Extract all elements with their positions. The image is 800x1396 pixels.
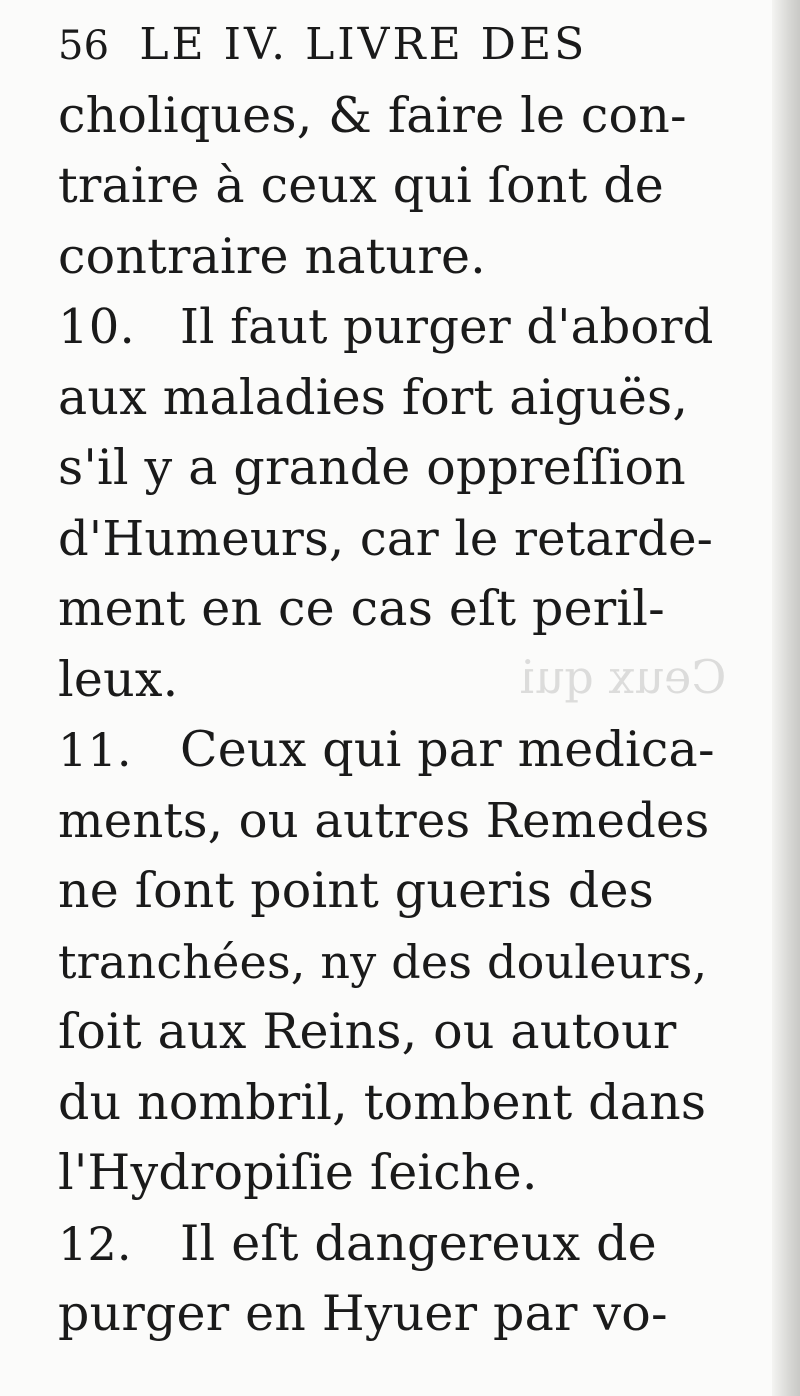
item-number: 10.	[58, 299, 135, 355]
text-line: ne ſont point gueris des	[58, 862, 655, 919]
page-number: 56	[58, 23, 110, 69]
text-line: ment en ce cas eſt peril-	[58, 580, 665, 637]
text-line: ments, ou autres Remedes	[58, 792, 710, 849]
item-number: 11.	[58, 723, 132, 777]
page-header	[58, 10, 718, 81]
running-head: LE IV. LIVRE DES	[139, 19, 588, 70]
text-line: leux.	[58, 650, 179, 708]
text-line: purger en Hyuer par vo-	[58, 1285, 668, 1342]
text-line: traire à ceux qui ſont de	[58, 157, 664, 214]
text-line: 11. Ceux qui par medica-	[58, 715, 718, 786]
text-line: l'Hydropiſie ſeiche.	[58, 1144, 538, 1201]
text-line: 12. Il eſt dangereux de	[58, 1209, 718, 1280]
page-text	[58, 10, 718, 1350]
text-line: s'il y a grande oppreſſion	[58, 439, 686, 496]
text-line: contraire nature.	[58, 227, 486, 285]
item-number: 12.	[58, 1216, 132, 1271]
page-edge-shadow	[772, 0, 800, 1396]
show-through-text: Ceux qui	[520, 650, 727, 704]
text-line: 10. Il faut purger d'abord	[58, 292, 718, 363]
text-line: aux maladies fort aiguës,	[58, 368, 689, 426]
text-line: du nombril, tombent dans	[58, 1073, 707, 1131]
text-line: choliques, & faire le con-	[58, 86, 687, 144]
text-line: ſoit aux Reins, ou autour	[58, 1003, 677, 1060]
text-line: d'Humeurs, car le retarde-	[58, 510, 714, 567]
text-line: tranchées, ny des douleurs,	[58, 934, 708, 989]
